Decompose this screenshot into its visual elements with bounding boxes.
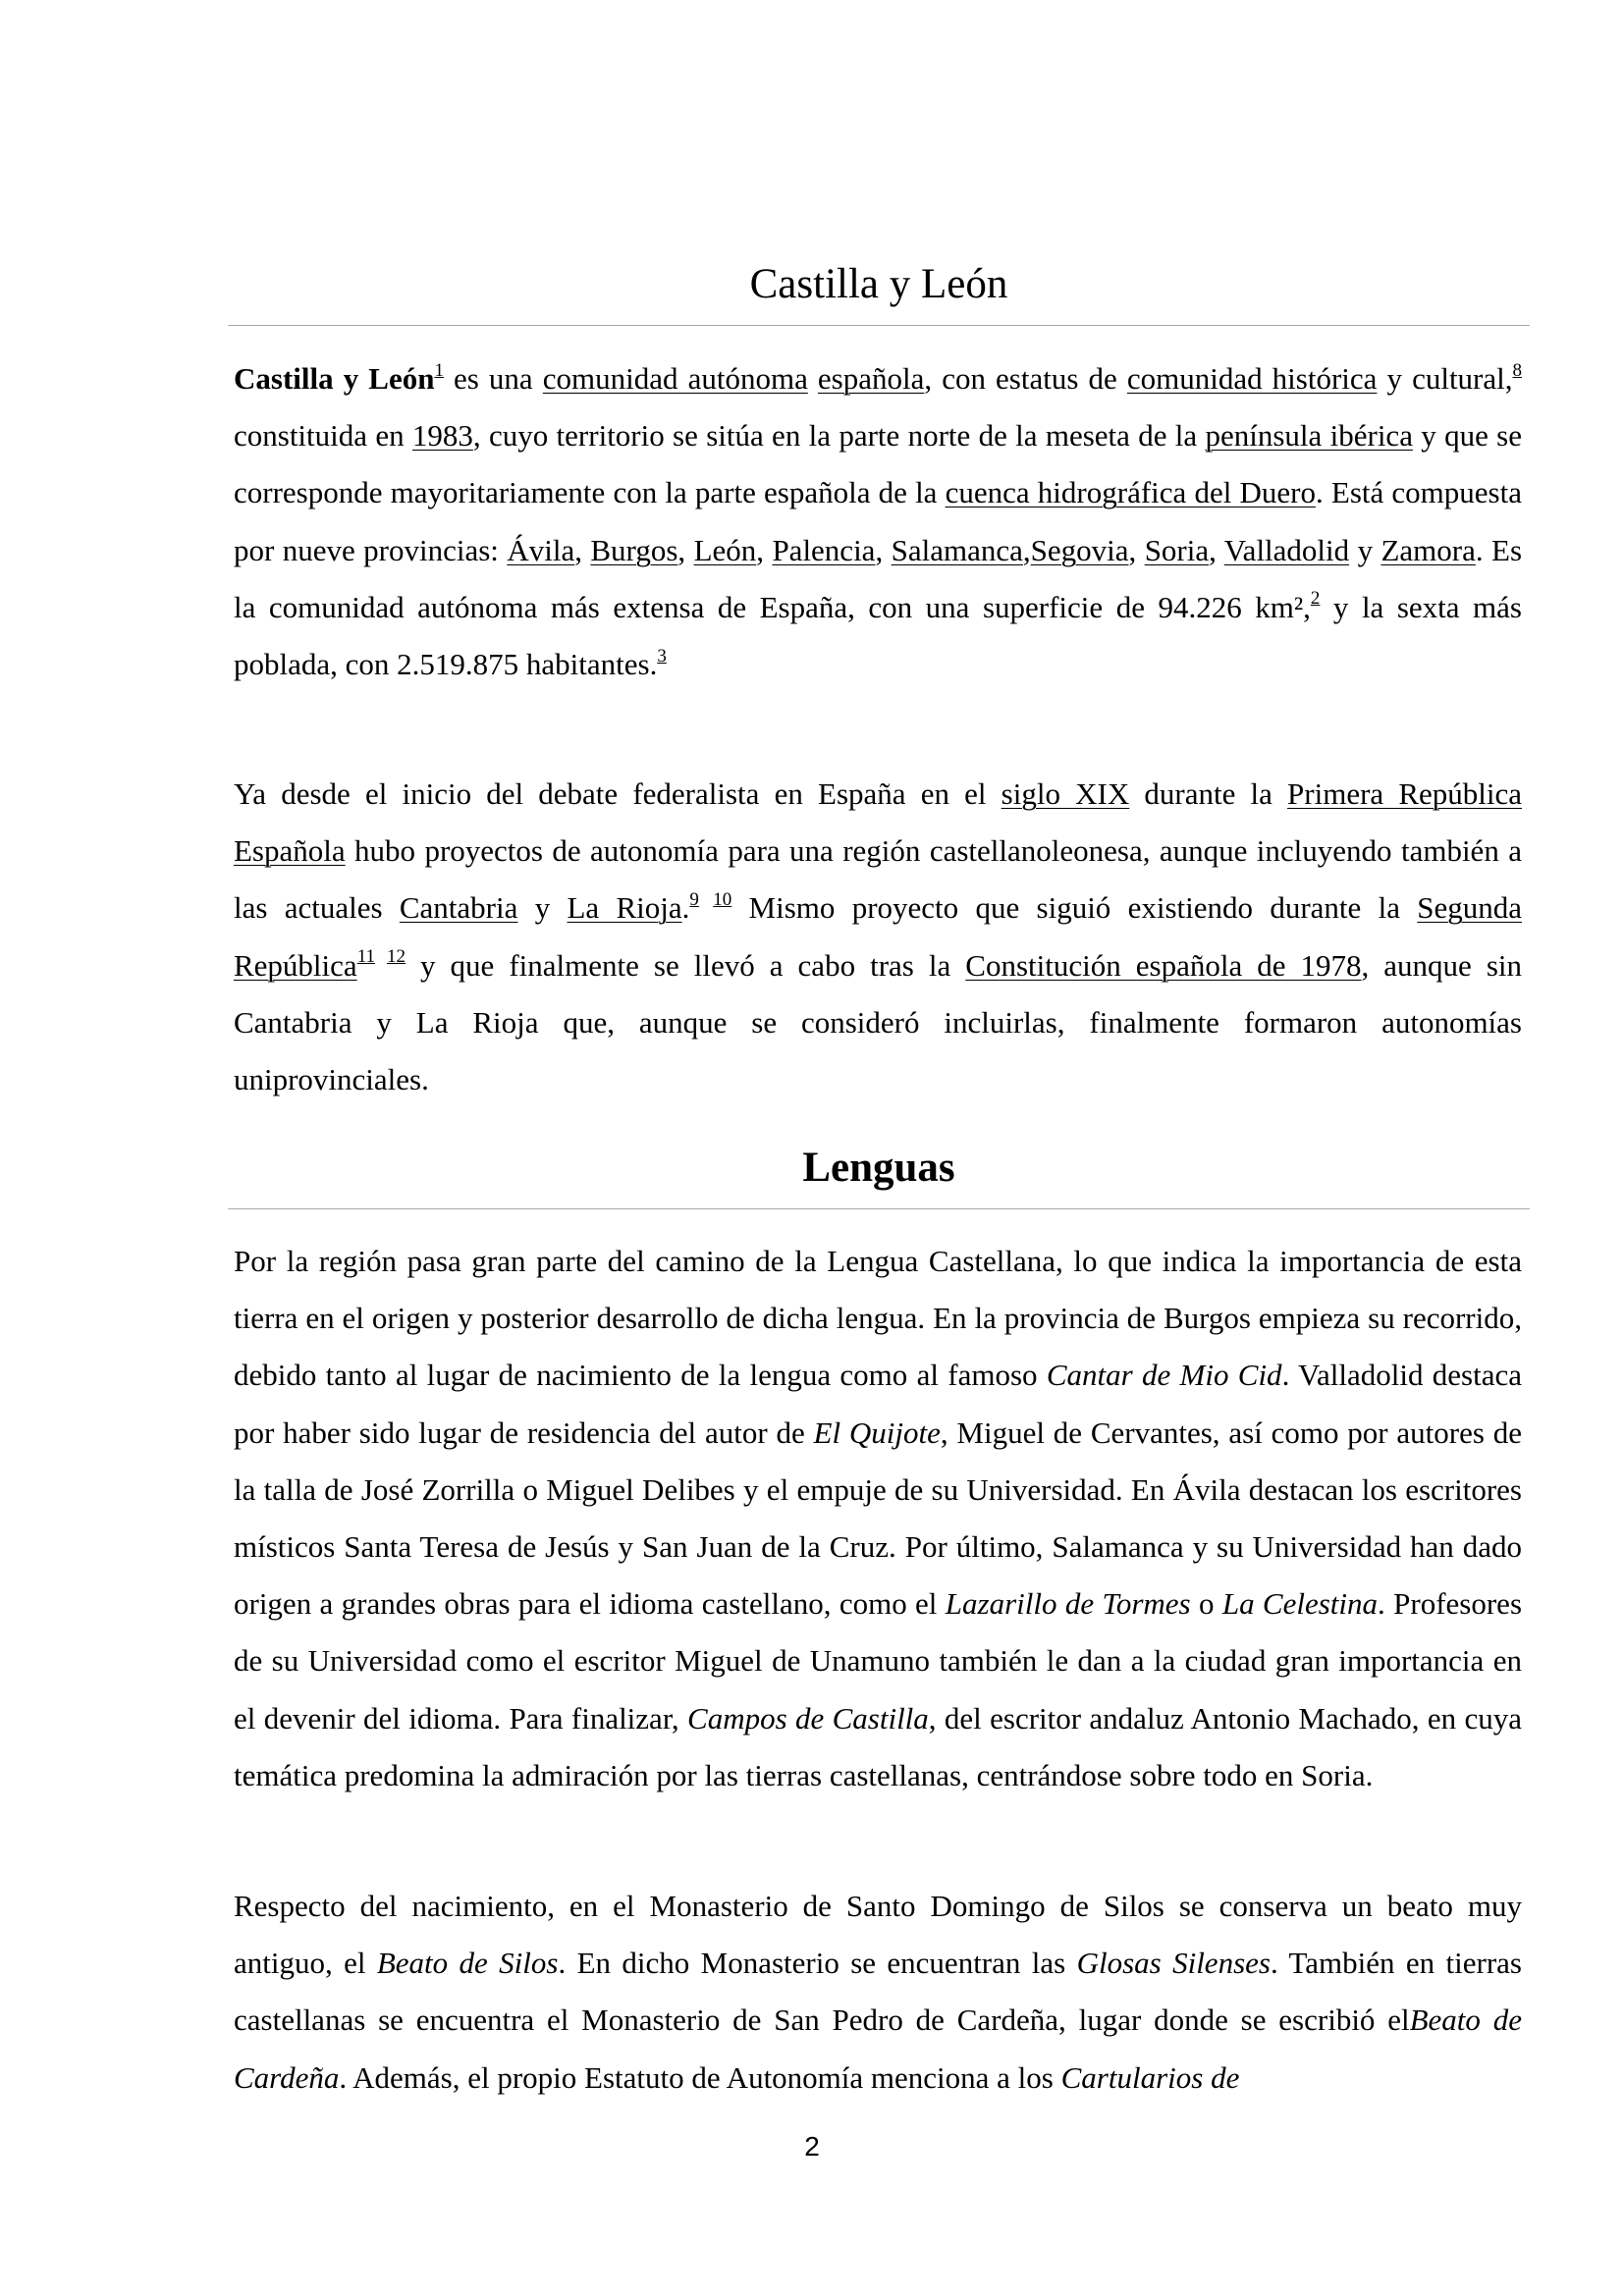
link-comunidad-historica[interactable]: comunidad histórica [1126,361,1378,396]
text: . Además, el propio Estatuto de Autonomía menciona a los [339,2059,1061,2095]
link-siglo-xix[interactable]: siglo XIX [1001,776,1130,811]
link-province-burgos[interactable]: Burgos [590,532,678,567]
link-province-valladolid[interactable]: Valladolid [1223,532,1350,567]
link-province-palencia[interactable]: Palencia [772,532,876,567]
link-cantabria[interactable]: Cantabria [399,890,518,926]
italic-title: Campos de Castilla [687,1700,929,1735]
text: es una [443,361,543,396]
link-constitucion-1978[interactable]: Constitución española de 1978 [965,947,1362,983]
text: y que finalmente se llevó a cabo tras la [406,947,966,983]
text: . Valladolid destaca por haber sido lugar de residencia del autor de [234,1358,1522,1450]
italic-title: El Quijote [813,1415,941,1450]
text: , [574,532,591,567]
text: , [875,532,892,567]
history-paragraph [234,766,1522,1108]
text: Por la región pasa gran parte del camino de la Lengua Castellana, lo que indica la importancia de esta tierra en el origen y posterior desarrollo de dicha lengua. En la provincia de Burgos empieza su recorrido, debido tanto al lugar de nacimiento de la lengua como al famoso [234,1244,1522,1393]
text: , Miguel de Cervantes, así como por autores de la talla de José Zorrilla o Miguel Delibes y el empuje de su Universidad. En Ávila destacan los escritores místicos Santa Teresa de Jesús y San Juan de la Cruz. Por último, Salamanca y su Universidad han dado origen a grandes obras para el idioma castellano, como el [234,1415,1522,1622]
text: , cuyo territorio se sitúa en la parte norte de la meseta de la [472,418,1206,454]
text: o [1190,1586,1222,1622]
text: Mismo proyecto que siguió existiendo durante la [731,890,1418,926]
link-province-soria[interactable]: Soria [1144,532,1210,567]
footnote-ref-11[interactable]: 11 [356,946,375,968]
text: . [681,890,690,926]
text: , del escritor andaluz Antonio Machado, en cuya temática predomina la admiración por las tierras castellanas, centrándose sobre todo en Soria. [234,1700,1522,1792]
footnote-ref-8[interactable]: 8 [1512,359,1523,381]
link-province-leon[interactable]: León [693,532,757,567]
text: durante la [1129,776,1288,811]
footnote-ref-9[interactable]: 9 [689,889,699,911]
text: , [756,532,773,567]
text: y [517,890,568,926]
text: y [1349,532,1381,567]
text: Respecto del nacimiento, en el Monasterio de Santo Domingo de Silos se conserva un beato muy antiguo, el [234,1889,1522,1981]
italic-title: Cartularios de [1060,2059,1240,2095]
bold-term: Castilla y León [234,361,435,396]
text: , [1209,532,1224,567]
text: , con estatus de [924,361,1127,396]
lenguas-paragraph-1 [234,1233,1522,1804]
link-cuenca-duero[interactable]: cuenca hidrográfica del Duero [945,475,1316,510]
link-segunda-republica[interactable]: Segunda República [234,890,1523,983]
section-heading-lenguas: Lenguas [228,1141,1530,1209]
link-la-rioja[interactable]: La Rioja [567,890,682,926]
text: , [677,532,694,567]
page-number: 2 [804,2131,820,2162]
text: Ya desde el inicio del debate federalista en España en el [234,776,1001,811]
lenguas-paragraph-2 [234,1878,1522,2107]
italic-title: Beato de Cardeña [234,2002,1522,2095]
text: , aunque sin Cantabria y La Rioja que, aunque se consideró incluirlas, finalmente formaron autonomías uniprovinciales. [234,947,1523,1097]
text [808,361,818,396]
link-espanola[interactable]: española [817,361,925,396]
link-province-salamanca[interactable]: Salamanca [891,532,1023,567]
text: . Está compuesta por nueve provincias: [234,475,1522,567]
text: y la sexta más poblada, con 2.519.875 habitantes. [234,589,1522,682]
footnote-ref-2[interactable]: 2 [1310,588,1321,610]
intro-paragraph: Castilla y León$^1$ es una comunidad autónoma española, con estatus de comunidad histórica y cultural,$^8$ constituida en 1983, cuyo territorio se sitúa en la parte norte de la meseta de la península ibérica y que se corresponde mayoritariamente con la parte española de la cuenca hidrográfica del Duero. Está compuesta por nueve provincias: Ávila, Burgos, León, Palencia, Salamanca,Segovia, Soria, Valladolid y Zamora. Es la comunidad autónoma más extensa de España, con una superficie de 94.226 km²,$^2$ y la sexta más poblada, con 2.519.875 habitantes.$^3$ [234,359,1523,682]
italic-title: La Celestina [1221,1586,1379,1622]
italic-title: Glosas Silenses [1076,1946,1271,1981]
text: . Es la comunidad autónoma más extensa de España, con una superficie de 94.226 km², [234,532,1523,624]
link-peninsula-iberica[interactable]: península ibérica [1205,418,1413,454]
italic-title: Lazarillo de Tormes [945,1586,1191,1622]
page-title: Castilla y León [228,257,1530,326]
text: constituida en [234,418,412,454]
text: , [1128,532,1145,567]
italic-title: Beato de Silos [376,1946,559,1981]
footnote-ref-12[interactable]: 12 [387,946,406,968]
link-province-zamora[interactable]: Zamora [1380,532,1476,567]
footnote-ref-3[interactable]: 3 [657,645,667,667]
link-1983[interactable]: 1983 [411,418,473,454]
text: . También en tierras castellanas se encuentra el Monasterio de San Pedro de Cardeña, lugar donde se escribió el [234,1946,1522,2038]
footnote-ref-1[interactable]: 1 [434,359,444,381]
link-primera-republica[interactable]: Primera República Española [234,776,1523,869]
link-comunidad-autonoma[interactable]: comunidad autónoma [542,361,808,396]
footnote-ref-10[interactable]: 10 [713,889,732,911]
text: . Profesores de su Universidad como el escritor Miguel de Unamuno también le dan a la ciudad gran importancia en el devenir del idioma. Para finalizar, [234,1586,1523,1735]
text: y cultural, [1377,361,1513,396]
link-province-segovia[interactable]: Segovia [1030,532,1129,567]
text: . En dicho Monasterio se encuentran las [558,1946,1077,1981]
italic-title: Cantar de Mio Cid [1046,1358,1282,1393]
link-province-avila[interactable]: Ávila [507,532,575,567]
text: y que se corresponde mayoritariamente con la parte española de la [234,418,1522,510]
text: hubo proyectos de autonomía para una región castellanoleonesa, aunque incluyendo también a las actuales [234,833,1522,926]
